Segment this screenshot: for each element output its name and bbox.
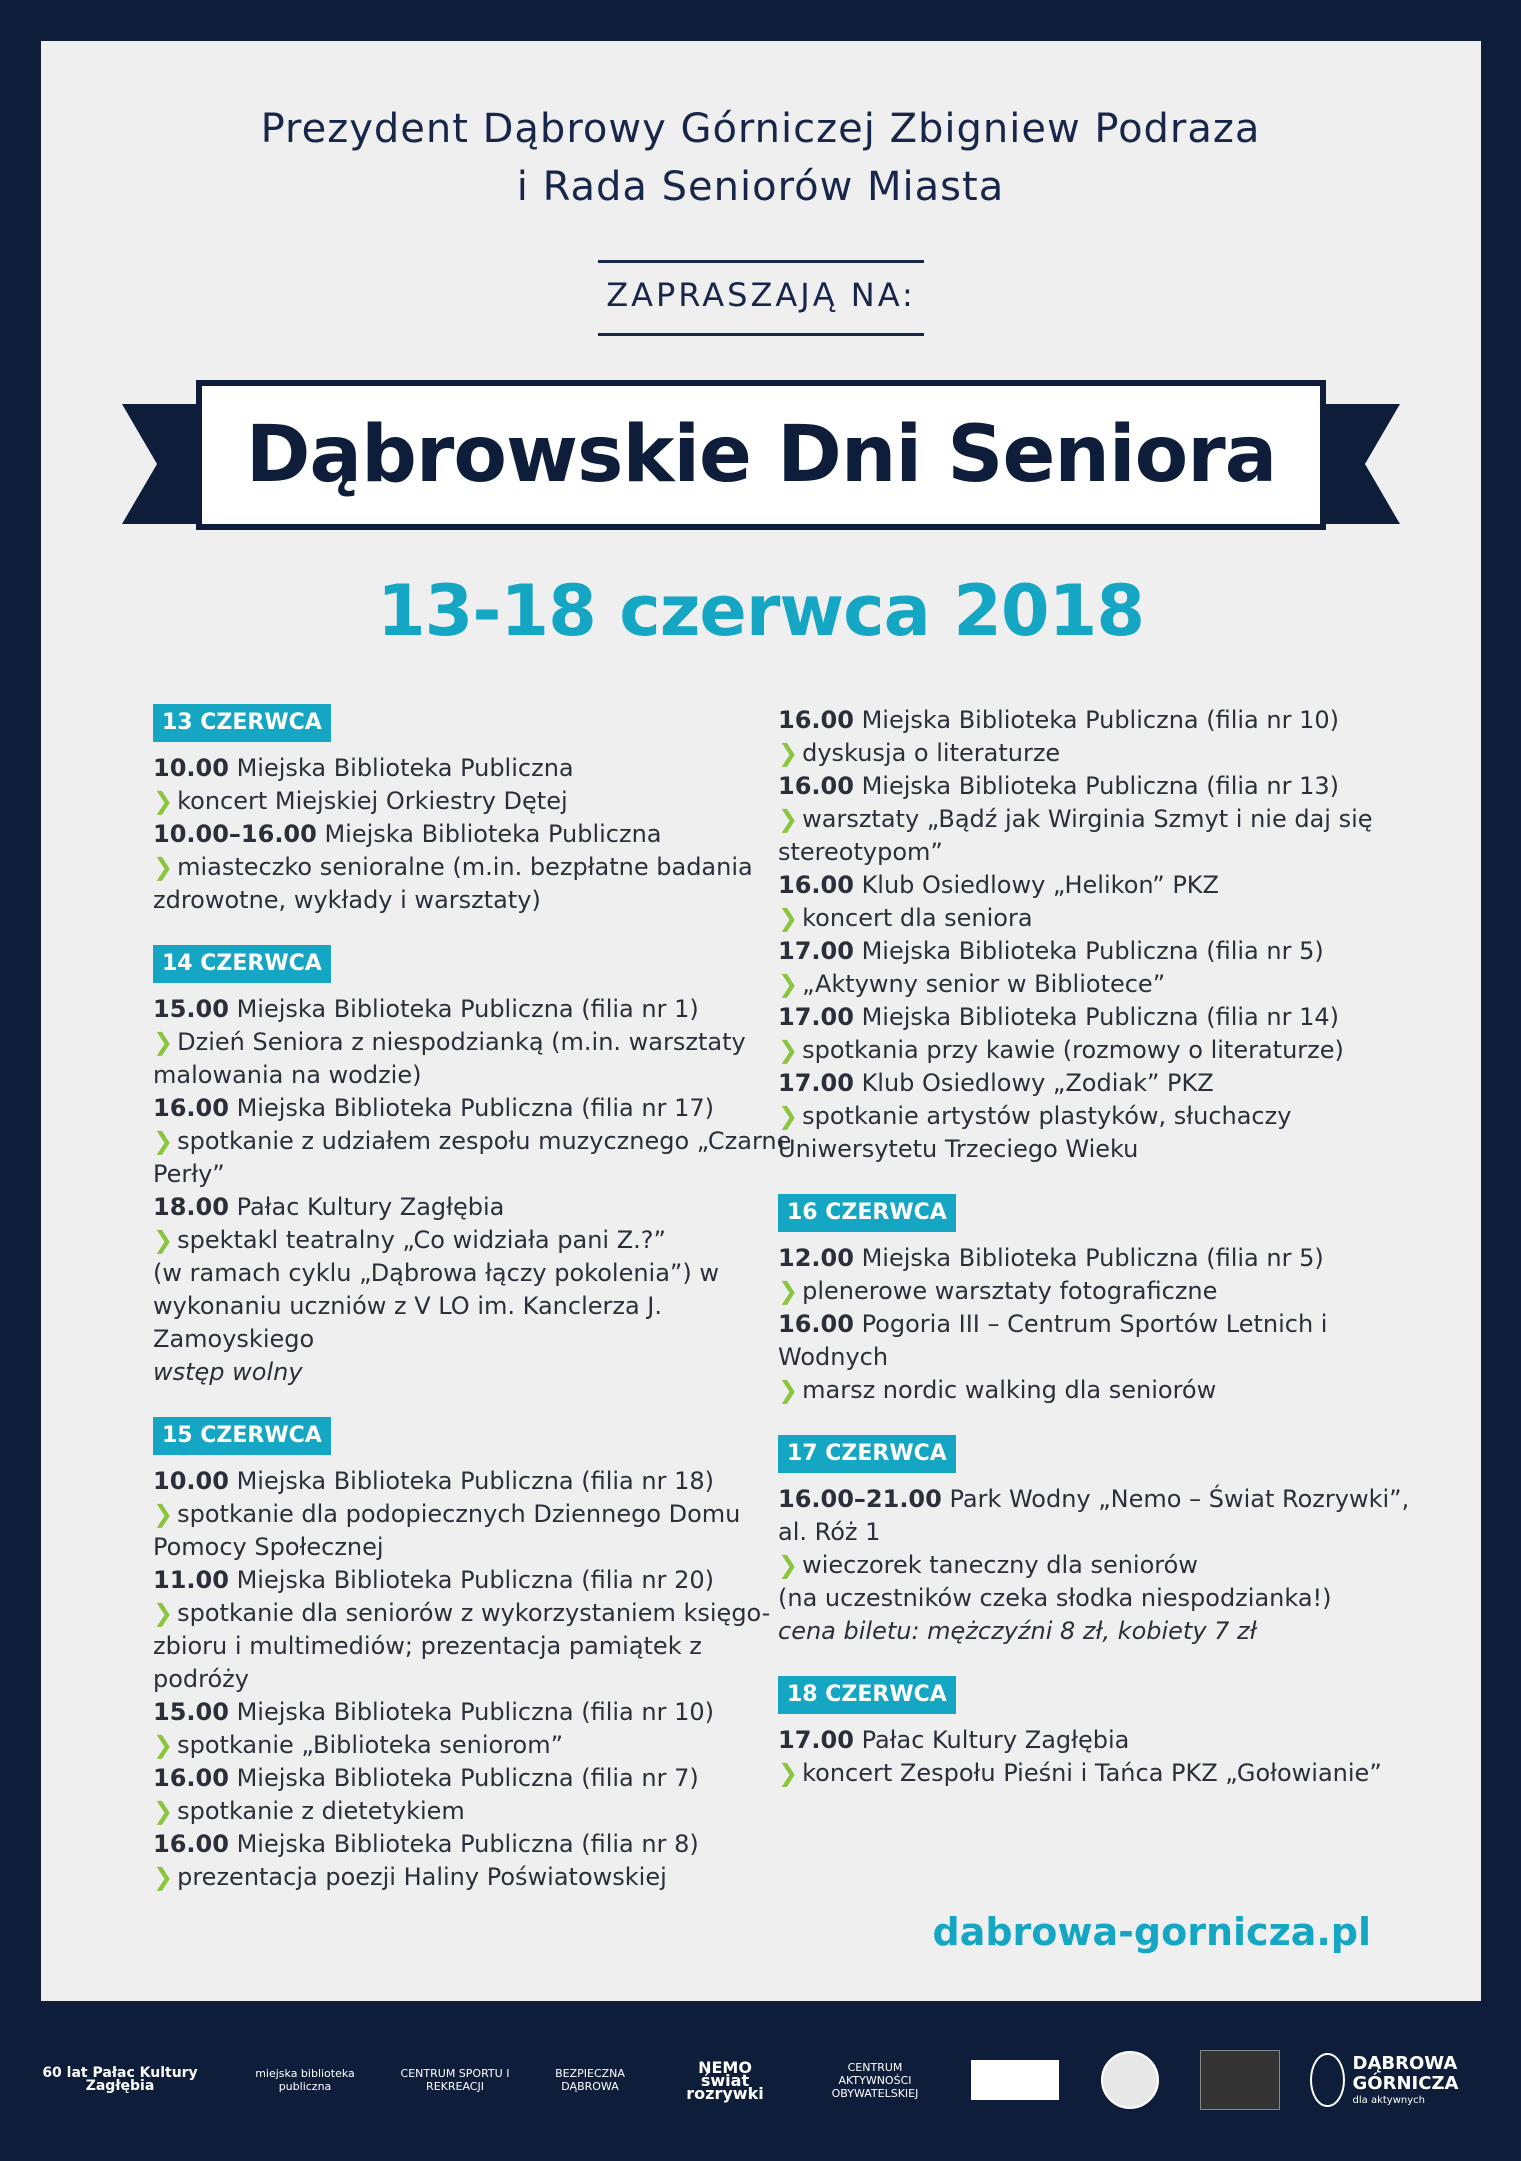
event-item bbox=[778, 1067, 1428, 1166]
arrow-icon: ❯ bbox=[778, 1551, 799, 1579]
event-place: Miejska Biblioteka Publiczna (filia nr 20) bbox=[236, 1566, 714, 1594]
arrow-icon: ❯ bbox=[153, 853, 174, 881]
event-desc: spotkania przy kawie (rozmowy o literaturze) bbox=[802, 1036, 1344, 1064]
event-time: 17.00 bbox=[778, 1069, 854, 1097]
dg-icon bbox=[1310, 2053, 1345, 2107]
event-place: Pałac Kultury Zagłębia bbox=[861, 1726, 1130, 1754]
day-block bbox=[153, 1417, 803, 1894]
arrow-icon: ❯ bbox=[153, 1797, 174, 1825]
event-time: 16.00 bbox=[778, 772, 854, 800]
event-time: 11.00 bbox=[153, 1566, 229, 1594]
event-extra: (w ramach cyklu „Dąbrowa łączy pokolenia”) w wykonaniu uczniów z V LO im. Kanclerza J. Zamoyskiego bbox=[153, 1259, 719, 1353]
event-item bbox=[778, 1308, 1428, 1407]
event-place: Miejska Biblioteka Publiczna (filia nr 5) bbox=[861, 937, 1324, 965]
event-desc: plenerowe warsztaty fotograficzne bbox=[802, 1277, 1218, 1305]
event-place: Miejska Biblioteka Publiczna (filia nr 14) bbox=[861, 1003, 1339, 1031]
event-time: 17.00 bbox=[778, 937, 854, 965]
schedule-right-column bbox=[778, 704, 1428, 1818]
invite-box bbox=[598, 260, 924, 336]
event-time: 10.00–16.00 bbox=[153, 820, 317, 848]
arrow-icon: ❯ bbox=[778, 1759, 799, 1787]
event-desc: spotkanie dla seniorów z wykorzystaniem księgo-zbioru i multimediów; prezentacja pamiątek z podróży bbox=[153, 1599, 771, 1693]
arrow-icon: ❯ bbox=[778, 805, 799, 833]
event-item bbox=[778, 1001, 1428, 1067]
event-time: 16.00 bbox=[778, 1310, 854, 1338]
day-label: 13 CZERWCA bbox=[153, 704, 331, 742]
event-note: cena biletu: mężczyźni 8 zł, kobiety 7 zł bbox=[778, 1617, 1257, 1645]
event-title: Dąbrowskie Dni Seniora bbox=[245, 410, 1277, 500]
logo-circle-icon bbox=[1100, 2030, 1160, 2130]
event-desc: spotkanie z udziałem zespołu muzycznego „Czarne Perły” bbox=[153, 1127, 792, 1188]
event-note: wstęp wolny bbox=[153, 1358, 303, 1386]
logo-csir: CENTRUM SPORTU I REKREACJI bbox=[400, 2067, 510, 2093]
arrow-icon: ❯ bbox=[153, 787, 174, 815]
event-time: 16.00 bbox=[153, 1094, 229, 1122]
arrow-icon: ❯ bbox=[153, 1599, 174, 1627]
event-place: Park Wodny „Nemo – Świat Rozrywki”, al. Róż 1 bbox=[778, 1485, 1410, 1546]
logo-mbp: miejska biblioteka publiczna bbox=[255, 2067, 355, 2093]
arrow-icon: ❯ bbox=[153, 1731, 174, 1759]
dg-sub: dla aktywnych bbox=[1352, 2094, 1425, 2106]
event-desc: koncert Zespołu Pieśni i Tańca PKZ „Gołowianie” bbox=[802, 1759, 1382, 1787]
arrow-icon: ❯ bbox=[153, 1863, 174, 1891]
organizers bbox=[0, 100, 1521, 216]
event-desc: spotkanie „Biblioteka seniorom” bbox=[177, 1731, 564, 1759]
day-block bbox=[778, 1194, 1428, 1407]
event-desc: prezentacja poezji Haliny Poświatowskiej bbox=[177, 1863, 667, 1891]
event-place: Klub Osiedlowy „Helikon” PKZ bbox=[861, 871, 1219, 899]
event-time: 15.00 bbox=[153, 1698, 229, 1726]
logo-cao: CENTRUM AKTYWNOŚCI OBYWATELSKIEJ bbox=[831, 2060, 919, 2100]
event-place: Miejska Biblioteka Publiczna (filia nr 10) bbox=[236, 1698, 714, 1726]
event-desc: Dzień Seniora z niespodzianką (m.in. warsztaty malowania na wodzie) bbox=[153, 1028, 746, 1089]
arrow-icon: ❯ bbox=[778, 1277, 799, 1305]
event-desc: koncert Miejskiej Orkiestry Dętej bbox=[177, 787, 568, 815]
event-place: Miejska Biblioteka Publiczna (filia nr 13) bbox=[861, 772, 1339, 800]
event-item bbox=[778, 1242, 1428, 1308]
event-item bbox=[153, 1465, 803, 1564]
event-place: Miejska Biblioteka Publiczna (filia nr 18) bbox=[236, 1467, 714, 1495]
event-desc: spotkanie z dietetykiem bbox=[177, 1797, 465, 1825]
event-place: Pałac Kultury Zagłębia bbox=[236, 1193, 505, 1221]
arrow-icon: ❯ bbox=[778, 739, 799, 767]
logo-nemo: NEMO świat rozrywki bbox=[686, 2057, 764, 2103]
event-item bbox=[778, 1724, 1428, 1790]
arrow-icon: ❯ bbox=[778, 904, 799, 932]
organizers-line1: Prezydent Dąbrowy Górniczej Zbigniew Podraza bbox=[260, 106, 1261, 152]
event-dates: 13-18 czerwca 2018 bbox=[376, 570, 1145, 652]
event-time: 15.00 bbox=[153, 995, 229, 1023]
event-item bbox=[153, 752, 803, 818]
logo-dabrowa bbox=[1310, 2030, 1485, 2130]
dg-name: DĄBROWA GÓRNICZA bbox=[1352, 2052, 1459, 2094]
event-place: Klub Osiedlowy „Zodiak” PKZ bbox=[861, 1069, 1214, 1097]
event-item bbox=[778, 704, 1428, 770]
event-item bbox=[153, 993, 803, 1092]
event-desc: koncert dla seniora bbox=[802, 904, 1033, 932]
event-item bbox=[153, 1828, 803, 1894]
event-desc: „Aktywny senior w Bibliotece” bbox=[802, 970, 1166, 998]
arrow-icon: ❯ bbox=[153, 1028, 174, 1056]
event-place: Pogoria III – Centrum Sportów Letnich i Wodnych bbox=[778, 1310, 1328, 1371]
day-label: 16 CZERWCA bbox=[778, 1194, 956, 1232]
event-item bbox=[153, 1762, 803, 1828]
event-item bbox=[778, 935, 1428, 1001]
event-item bbox=[153, 1092, 803, 1191]
day-block bbox=[153, 945, 803, 1389]
event-place: Miejska Biblioteka Publiczna (filia nr 7) bbox=[236, 1764, 699, 1792]
arrow-icon: ❯ bbox=[778, 1102, 799, 1130]
arrow-icon: ❯ bbox=[778, 1376, 799, 1404]
event-time: 17.00 bbox=[778, 1003, 854, 1031]
day-block bbox=[778, 1435, 1428, 1648]
event-place: Miejska Biblioteka Publiczna bbox=[236, 754, 574, 782]
logo-hq-icon bbox=[970, 2030, 1060, 2130]
event-time: 10.00 bbox=[153, 1467, 229, 1495]
event-desc: spotkanie artystów plastyków, słuchaczy Uniwersytetu Trzeciego Wieku bbox=[778, 1102, 1292, 1163]
event-extra: (na uczestników czeka słodka niespodzianka!) bbox=[778, 1584, 1332, 1612]
ribbon-left-icon bbox=[122, 404, 202, 524]
event-time: 12.00 bbox=[778, 1244, 854, 1272]
ribbon-right-icon bbox=[1320, 404, 1400, 524]
event-desc: warsztaty „Bądź jak Wirginia Szmyt i nie daj się stereotypom” bbox=[778, 805, 1373, 866]
day-label: 17 CZERWCA bbox=[778, 1435, 956, 1473]
event-time: 16.00–21.00 bbox=[778, 1485, 942, 1513]
website-link[interactable]: dabrowa-gornicza.pl bbox=[932, 1910, 1371, 1954]
event-place: Miejska Biblioteka Publiczna (filia nr 17) bbox=[236, 1094, 714, 1122]
event-item bbox=[153, 818, 803, 917]
event-time: 16.00 bbox=[778, 871, 854, 899]
arrow-icon: ❯ bbox=[153, 1500, 174, 1528]
event-item bbox=[153, 1696, 803, 1762]
logo-bezpieczna: BEZPIECZNA DĄBROWA bbox=[555, 2067, 625, 2093]
schedule-left-column bbox=[153, 704, 803, 1922]
day-label: 15 CZERWCA bbox=[153, 1417, 331, 1455]
day-block bbox=[778, 1676, 1428, 1790]
day-block bbox=[153, 704, 803, 917]
event-place: Miejska Biblioteka Publiczna bbox=[324, 820, 662, 848]
event-time: 16.00 bbox=[153, 1830, 229, 1858]
event-place: Miejska Biblioteka Publiczna (filia nr 8) bbox=[236, 1830, 699, 1858]
event-time: 18.00 bbox=[153, 1193, 229, 1221]
event-time: 10.00 bbox=[153, 754, 229, 782]
event-item bbox=[778, 869, 1428, 935]
event-desc: miasteczko senioralne (m.in. bezpłatne badania zdrowotne, wykłady i warsztaty) bbox=[153, 853, 753, 914]
event-place: Miejska Biblioteka Publiczna (filia nr 10) bbox=[861, 706, 1339, 734]
arrow-icon: ❯ bbox=[778, 970, 799, 998]
arrow-icon: ❯ bbox=[778, 1036, 799, 1064]
event-time: 16.00 bbox=[778, 706, 854, 734]
logo-mask-icon bbox=[1200, 2030, 1280, 2130]
event-item bbox=[153, 1191, 803, 1389]
event-desc: marsz nordic walking dla seniorów bbox=[802, 1376, 1217, 1404]
event-desc: dyskusja o literaturze bbox=[802, 739, 1061, 767]
event-desc: wieczorek taneczny dla seniorów bbox=[802, 1551, 1198, 1579]
event-item bbox=[153, 1564, 803, 1696]
event-item bbox=[778, 770, 1428, 869]
day-label: 18 CZERWCA bbox=[778, 1676, 956, 1714]
arrow-icon: ❯ bbox=[153, 1127, 174, 1155]
title-banner bbox=[196, 380, 1326, 530]
logo-pkz: 60 lat Pałac Kultury Zagłębia bbox=[42, 2065, 198, 2094]
event-time: 17.00 bbox=[778, 1726, 854, 1754]
event-place: Miejska Biblioteka Publiczna (filia nr 5) bbox=[861, 1244, 1324, 1272]
event-item bbox=[778, 1483, 1428, 1648]
event-place: Miejska Biblioteka Publiczna (filia nr 1) bbox=[236, 995, 699, 1023]
event-desc: spotkanie dla podopiecznych Dziennego Domu Pomocy Społecznej bbox=[153, 1500, 741, 1561]
day-label: 14 CZERWCA bbox=[153, 945, 331, 983]
invite-text: ZAPRASZAJĄ NA: bbox=[606, 276, 916, 314]
event-desc: spektakl teatralny „Co widziała pani Z.?” bbox=[177, 1226, 666, 1254]
day-block bbox=[778, 704, 1428, 1166]
event-time: 16.00 bbox=[153, 1764, 229, 1792]
sponsor-logos bbox=[0, 2030, 1521, 2140]
organizers-line2: i Rada Seniorów Miasta bbox=[516, 164, 1005, 210]
arrow-icon: ❯ bbox=[153, 1226, 174, 1254]
